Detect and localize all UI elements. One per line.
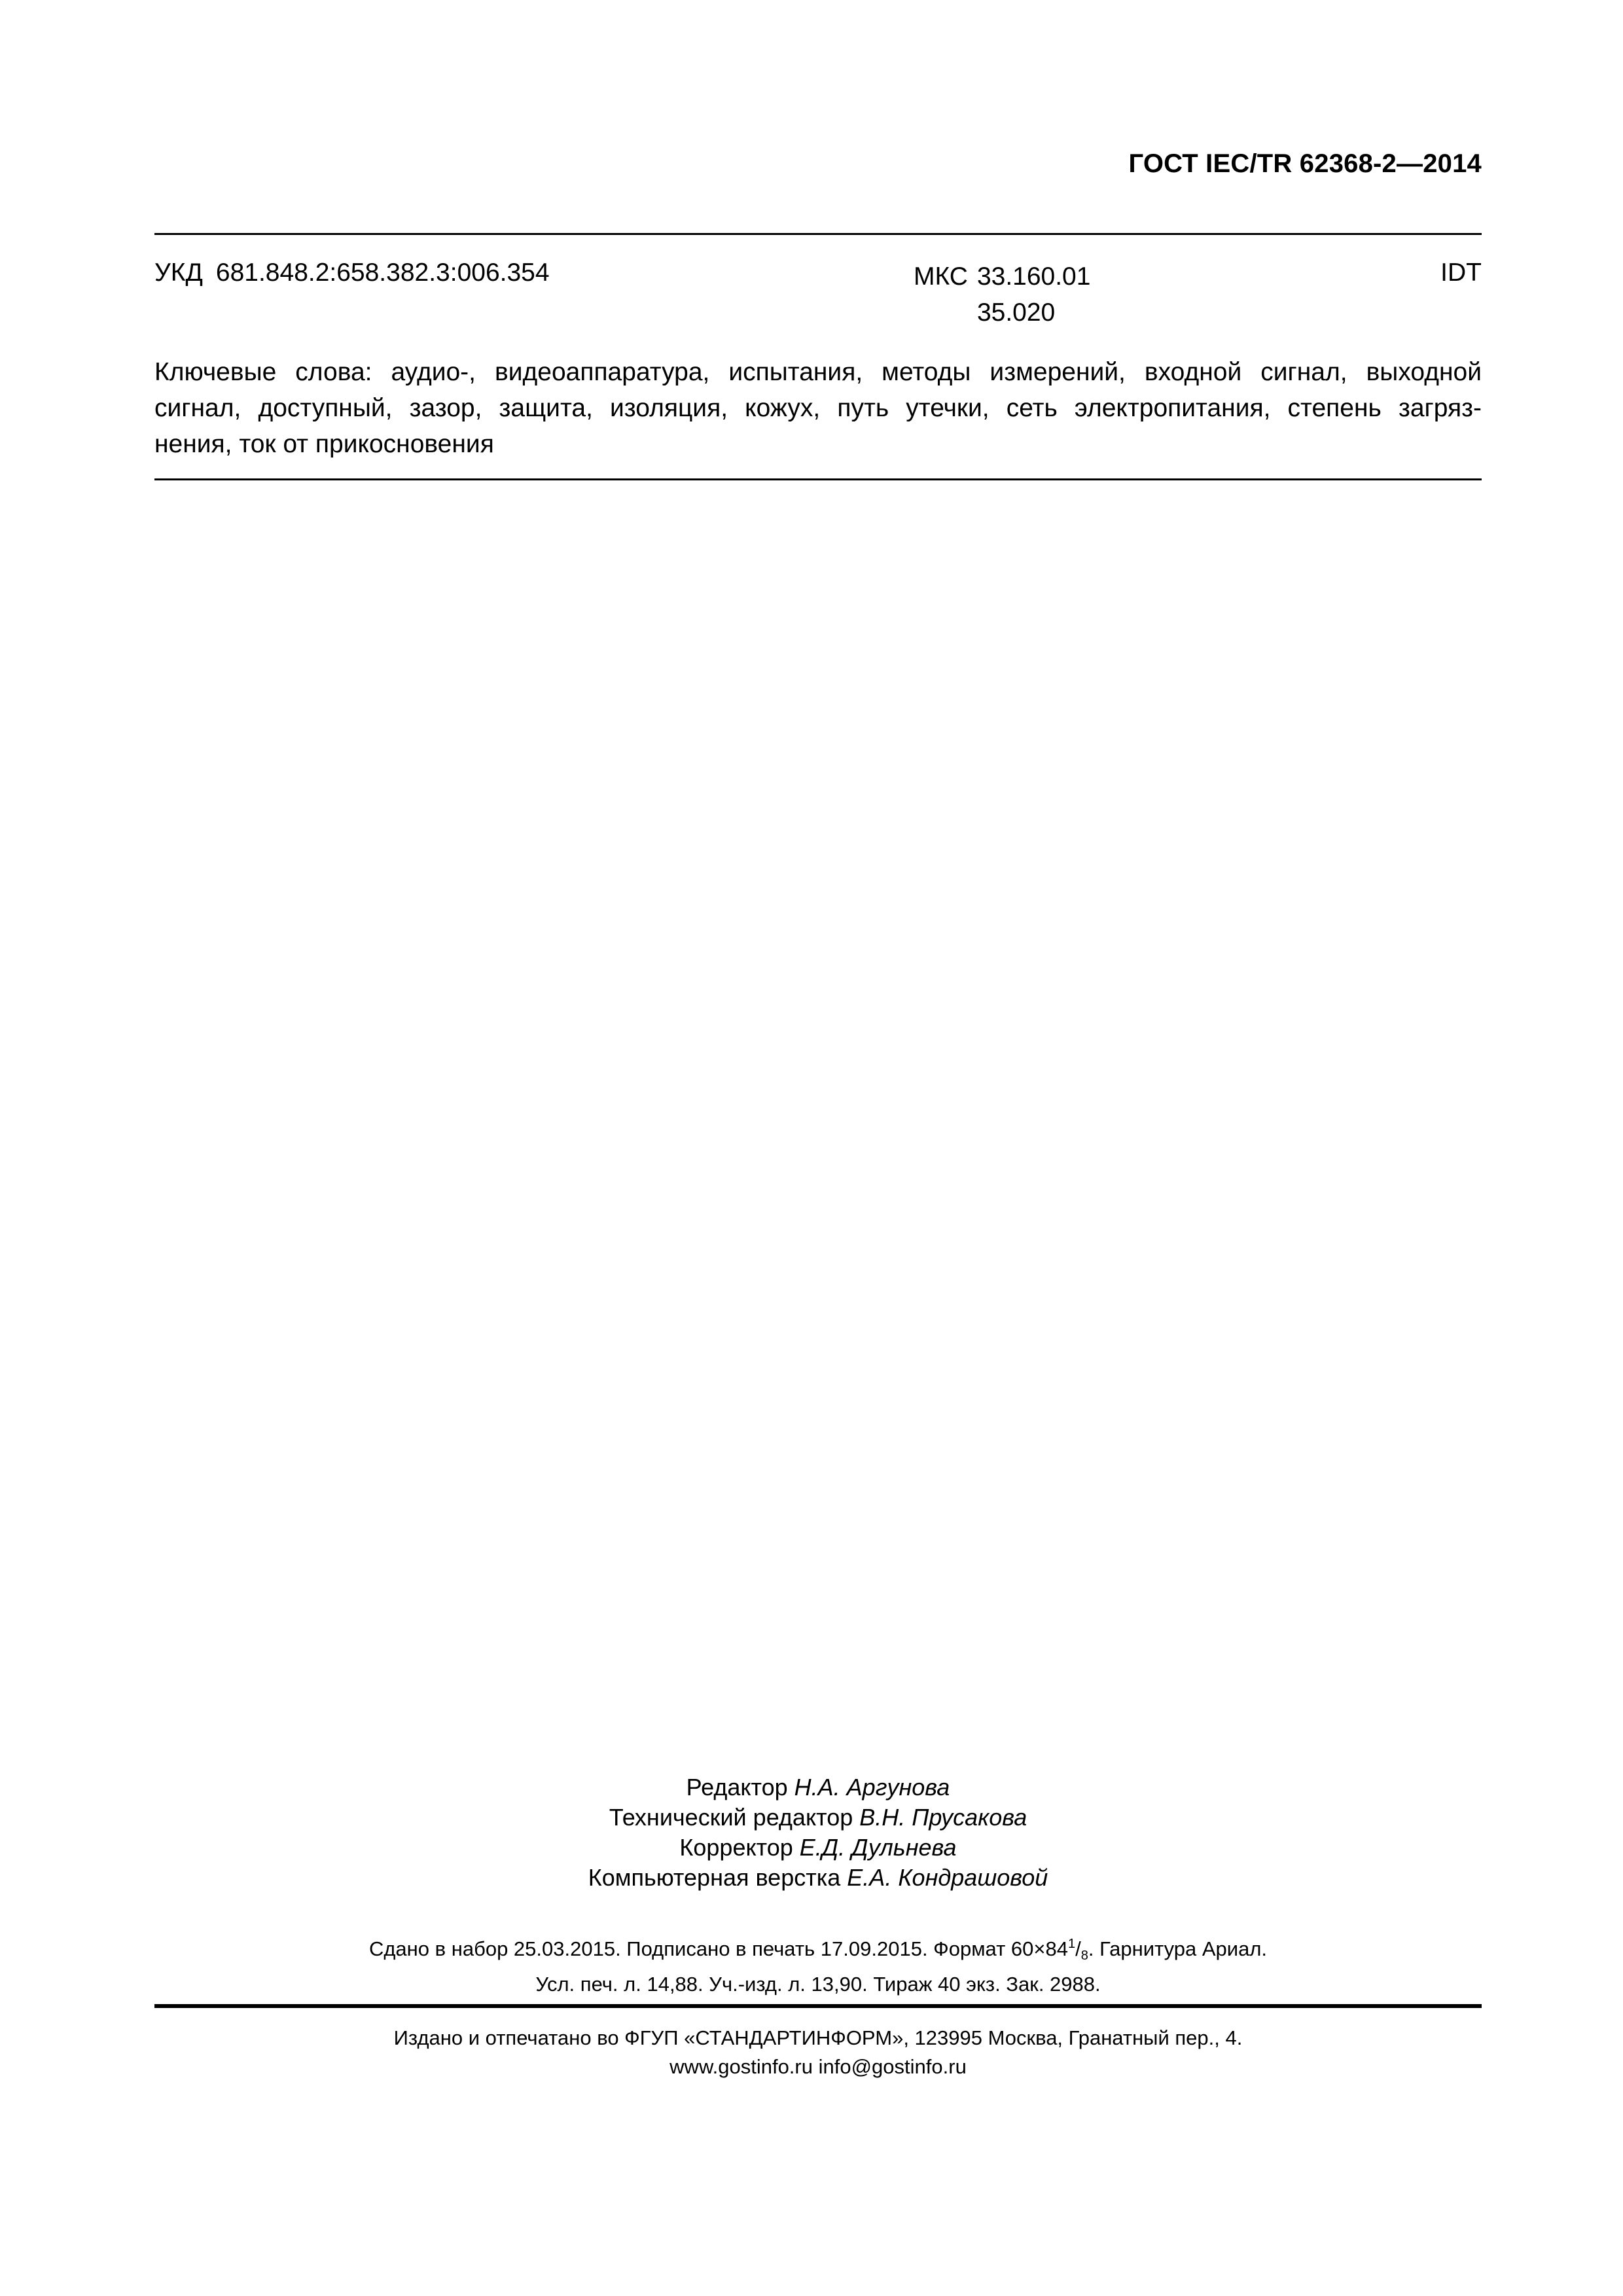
print-info-line: Усл. печ. л. 14,88. Уч.-изд. л. 13,90. Тираж 40 экз. Зак. 2988.: [535, 1973, 1101, 1996]
credit-role: Корректор: [679, 1834, 793, 1861]
format-fraction-numerator: 1: [1068, 1937, 1076, 1951]
mks-code-item: 35.020: [976, 298, 1056, 327]
mks-code: [914, 259, 1090, 331]
print-info-line: [154, 1929, 1482, 1970]
classification-block: [154, 259, 1482, 331]
document-code: ГОСТ IEC/TR 62368-2—2014: [1128, 149, 1482, 178]
credit-name: В.Н. Прусакова: [859, 1804, 1027, 1831]
bottom-divider: [154, 2004, 1482, 2008]
format-fraction-denominator: 8: [1080, 1948, 1088, 1963]
credit-editor: [154, 1772, 1482, 1803]
print-info-block: [154, 1929, 1482, 1999]
credit-name: Н.А. Аргунова: [794, 1774, 950, 1801]
format-fraction-separator: /: [1075, 1937, 1081, 1960]
degree-of-correspondence: IDT: [1440, 259, 1482, 287]
mks-code-item: 33.160.01: [976, 262, 1091, 291]
keywords-line: сигнал, доступный, зазор, защита, изоляция, кожух, путь утечки, сеть электропитания, степень загряз-: [154, 394, 1482, 422]
publisher-block: [154, 2024, 1482, 2081]
credit-layout: [154, 1863, 1482, 1893]
credit-role: Редактор: [686, 1774, 788, 1801]
udk-value: 681.848.2:658.382.3:006.354: [215, 259, 550, 287]
mks-code-list: [977, 259, 1091, 331]
credit-role: Компьютерная верстка: [588, 1864, 841, 1891]
top-divider: [154, 233, 1482, 235]
keywords-divider: [154, 478, 1482, 480]
credit-proofreader: [154, 1833, 1482, 1863]
credit-role: Технический редактор: [609, 1804, 853, 1831]
keywords-line: Ключевые слова: аудио-, видеоаппаратура, испытания, методы измерений, входной сигнал, выходной: [154, 358, 1482, 386]
mks-label: МКС: [914, 262, 968, 291]
udk-label: УКД: [154, 259, 203, 287]
keywords-paragraph: [154, 354, 1482, 462]
udk-code: [154, 259, 550, 287]
credit-technical-editor: [154, 1803, 1482, 1833]
credit-name: Е.А. Кондрашовой: [847, 1864, 1048, 1891]
keywords-line: нения, ток от прикосновения: [154, 430, 494, 458]
publisher-contacts: www.gostinfo.ru info@gostinfo.ru: [669, 2055, 967, 2078]
publisher-address: Издано и отпечатано во ФГУП «СТАНДАРТИНФОРМ», 123995 Москва, Гранатный пер., 4.: [393, 2026, 1243, 2049]
print-info-text: . Гарнитура Ариал.: [1088, 1937, 1268, 1960]
credits-block: [154, 1772, 1482, 1893]
print-info-text: Сдано в набор 25.03.2015. Подписано в печать 17.09.2015. Формат 60×84: [368, 1937, 1068, 1960]
credit-name: Е.Д. Дульнева: [799, 1834, 957, 1861]
